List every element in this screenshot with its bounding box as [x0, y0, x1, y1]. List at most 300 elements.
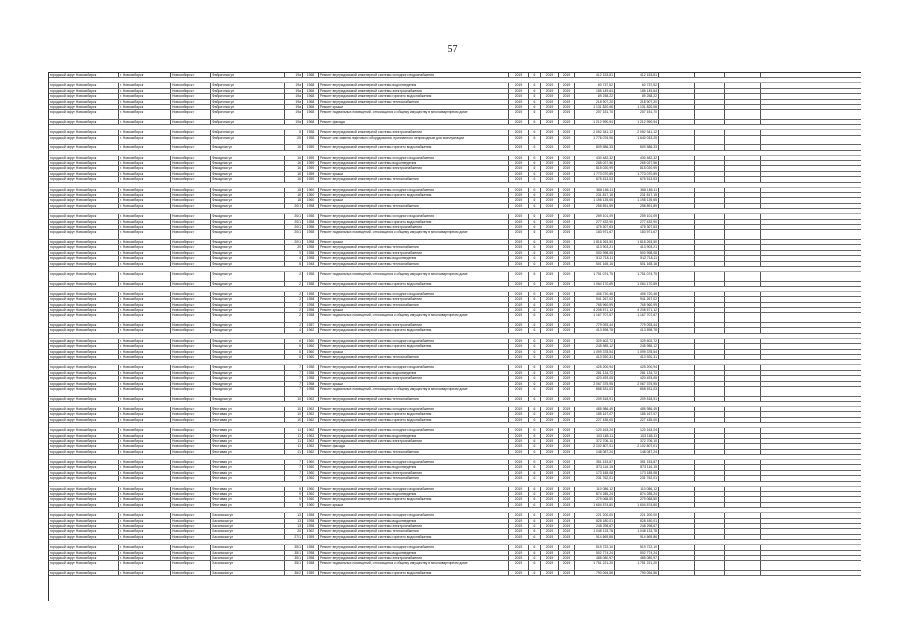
table-cell: 675 513,53: [575, 177, 615, 181]
table-cell: 2019: [559, 136, 575, 145]
table-cell: 2019: [509, 328, 529, 332]
table-cell: [695, 303, 725, 307]
table-cell: Ремонт подвальных помещений, относящихся к общему имуществу в многоквартирном доме: [319, 110, 509, 119]
table-cell: [695, 556, 725, 560]
table-cell: 1 198 139,65: [615, 198, 659, 202]
table-cell: городской округ Новосибирск: [49, 83, 119, 87]
table-cell: [725, 282, 761, 286]
table-cell: [761, 220, 861, 224]
table-cell: 2019: [509, 497, 529, 501]
table-cell: 2019: [559, 313, 575, 322]
table-cell: 2019: [541, 161, 559, 165]
table-cell: Ремонт внутридомовой инженерной системы электроснабжения: [319, 323, 509, 327]
table-cell: Ремонт внутридомовой инженерной системы электроснабжения: [319, 556, 509, 560]
table-cell: 2019: [509, 156, 529, 160]
table-cell: 1960: [303, 339, 319, 343]
table-cell: Новосибирск г: [171, 476, 211, 480]
table-cell: [725, 339, 761, 343]
table-cell: [695, 412, 725, 416]
table-cell: 874 285,24: [615, 492, 659, 496]
table-cell: городской округ Новосибирск: [49, 188, 119, 192]
table-cell: Ремонт внутридомовой инженерной системы горячего водоснабжения: [319, 282, 509, 286]
table-cell: Новосибирск г: [171, 303, 211, 307]
table-cell: 1960: [303, 350, 319, 354]
table-cell: 2019: [509, 136, 529, 145]
table-cell: [725, 272, 761, 281]
table-cell: 2019: [541, 344, 559, 348]
table-cell: 2019: [509, 350, 529, 354]
table-cell: г. Новосибирск: [119, 524, 171, 528]
table-cell: городской округ Новосибирск: [49, 492, 119, 496]
table-cell: [761, 492, 861, 496]
table-cell: г. Новосибирск: [119, 551, 171, 555]
table-cell: Ремонт внутридомовой инженерной системы горячего водоснабжения: [319, 535, 509, 539]
table-cell: Новосибирск г: [171, 297, 211, 301]
table-cell: 2019: [541, 524, 559, 528]
table-cell: [725, 344, 761, 348]
table-cell: 2019: [559, 156, 575, 160]
table-cell: Новосибирск г: [171, 172, 211, 176]
table-cell: Ремонт внутридомовой инженерной системы горячего водоснабжения: [319, 571, 509, 575]
table-cell: городской округ Новосибирск: [49, 220, 119, 224]
table-cell: 6: [529, 503, 541, 507]
table-cell: 2019: [559, 397, 575, 401]
table-cell: Новосибирск г: [171, 350, 211, 354]
table-cell: 2019: [559, 308, 575, 312]
table-cell: 6: [529, 145, 541, 149]
table-cell: 2019: [541, 292, 559, 296]
table-cell: Ремонт внутридомовой инженерной системы электроснабжения: [319, 376, 509, 380]
table-cell: Ремонт внутридомовой инженерной системы электроснабжения: [319, 439, 509, 443]
table-cell: 1962: [303, 434, 319, 438]
table-cell: 185 167,07: [615, 412, 659, 416]
table-cell: 1958: [303, 313, 319, 322]
table-cell: [725, 166, 761, 170]
table-cell: Ремонт подвальных помещений, относящихся к общему имуществу в многоквартирном доме: [319, 561, 509, 570]
table-cell: [761, 556, 861, 560]
table-cell: [695, 444, 725, 448]
table-cell: 2: [285, 303, 303, 307]
table-cell: [659, 297, 695, 301]
table-cell: 2019: [559, 94, 575, 98]
table-cell: Новосибирск г: [171, 94, 211, 98]
table-cell: Новосибирск г: [171, 444, 211, 448]
table-cell: [761, 177, 861, 181]
table-cell: Ремонт внутридомовой инженерной системы горячего водоснабжения: [319, 328, 509, 332]
table-cell: 7: [285, 376, 303, 380]
table-cell: Новосибирск г: [171, 308, 211, 312]
table-cell: 6: [529, 177, 541, 181]
table-cell: 1958: [303, 251, 319, 255]
table-cell: [695, 460, 725, 464]
table-cell: 1962: [303, 407, 319, 411]
table-cell: 19а: [285, 105, 303, 109]
table-cell: городской округ Новосибирск: [49, 262, 119, 266]
table-cell: городской округ Новосибирск: [49, 545, 119, 549]
table-cell: 2019: [509, 535, 529, 539]
table-cell: 6: [529, 450, 541, 454]
table-cell: 6: [529, 262, 541, 266]
table-cell: 2019: [559, 556, 575, 560]
table-cell: 815 020,99: [615, 166, 659, 170]
table-cell: 372 706,10: [575, 439, 615, 443]
table-cell: [695, 434, 725, 438]
table-cell: 2019: [509, 225, 529, 229]
table-cell: Новосибирск г: [171, 344, 211, 348]
table-cell: Новосибирск г: [171, 407, 211, 411]
table-cell: 2019: [509, 382, 529, 386]
table-cell: [695, 476, 725, 480]
table-cell: Новосибирск г: [171, 145, 211, 149]
table-cell: 6: [529, 83, 541, 87]
table-cell: Ремонт или замена лифтового оборудования, признанного непригодным для эксплуатации: [319, 136, 509, 145]
table-cell: Фасадная ул: [211, 230, 285, 239]
table-cell: 2 052 341,12: [615, 130, 659, 134]
table-cell: 1958: [303, 230, 319, 239]
table-cell: Фабричная ул: [211, 89, 285, 93]
table-cell: городской округ Новосибирск: [49, 193, 119, 197]
table-cell: [659, 535, 695, 539]
table-cell: городской округ Новосибирск: [49, 551, 119, 555]
table-cell: 2019: [559, 89, 575, 93]
table-cell: 7: [285, 460, 303, 464]
table-cell: [725, 303, 761, 307]
table-cell: [695, 297, 725, 301]
table-cell: Ремонт внутридомовой инженерной системы теплоснабжения: [319, 397, 509, 401]
table-cell: 2019: [559, 256, 575, 260]
table-cell: 2019: [509, 198, 529, 202]
table-cell: 1958: [303, 272, 319, 281]
table-cell: 2019: [509, 418, 529, 422]
table-cell: г. Новосибирск: [119, 439, 171, 443]
table-cell: Ремонт внутридомовой инженерной системы электроснабжения: [319, 297, 509, 301]
table-cell: 1959: [303, 161, 319, 165]
table-cell: [725, 120, 761, 124]
table-cell: городской округ Новосибирск: [49, 344, 119, 348]
table-cell: 858 531,03: [615, 387, 659, 396]
table-cell: [761, 156, 861, 160]
table-cell: Ремонт подвальных помещений, относящихся к общему имуществу в многоквартирном доме: [319, 387, 509, 396]
table-cell: [659, 198, 695, 202]
table-cell: 1958: [303, 371, 319, 375]
table-cell: 6: [529, 204, 541, 208]
table-cell: 2019: [559, 282, 575, 286]
table-cell: Фасадная ул: [211, 339, 285, 343]
table-cell: 2019: [559, 545, 575, 549]
table-cell: 2019: [541, 397, 559, 401]
table-cell: [761, 434, 861, 438]
table-cell: 2019: [509, 177, 529, 181]
table-cell: Ремонт внутридомовой инженерной системы теплоснабжения: [319, 204, 509, 208]
table-cell: [659, 130, 695, 134]
table-cell: городской округ Новосибирск: [49, 256, 119, 260]
table-cell: 265 027,56: [575, 161, 615, 165]
table-cell: 11: [285, 444, 303, 448]
table-cell: [659, 225, 695, 229]
table-cell: 2019: [541, 382, 559, 386]
table-cell: городской округ Новосибирск: [49, 407, 119, 411]
table-cell: Фасадная ул: [211, 350, 285, 354]
table-cell: 2: [285, 282, 303, 286]
table-cell: г. Новосибирск: [119, 230, 171, 239]
table-cell: 2019: [559, 513, 575, 517]
table-cell: Ремонт внутридомовой инженерной системы теплоснабжения: [319, 529, 509, 533]
table-cell: 2019: [541, 100, 559, 104]
table-cell: [725, 308, 761, 312]
table-cell: 873 116,15: [615, 465, 659, 469]
table-cell: 2019: [559, 292, 575, 296]
table-cell: 2019: [509, 344, 529, 348]
table-cell: 6: [529, 292, 541, 296]
table-cell: 2019: [541, 365, 559, 369]
table-cell: 2019: [541, 371, 559, 375]
table-cell: [725, 177, 761, 181]
table-cell: г. Новосибирск: [119, 371, 171, 375]
table-cell: 2019: [541, 220, 559, 224]
table-cell: [761, 460, 861, 464]
table-cell: г. Новосибирск: [119, 282, 171, 286]
table-cell: Хасанская ул: [211, 551, 285, 555]
table-cell: [725, 156, 761, 160]
table-cell: Ремонт внутридомовой инженерной системы теплоснабжения: [319, 450, 509, 454]
table-cell: [761, 350, 861, 354]
table-cell: [695, 73, 725, 77]
table-cell: 2019: [509, 214, 529, 218]
table-cell: Новосибирск г: [171, 328, 211, 332]
table-cell: 2: [285, 297, 303, 301]
table-cell: [725, 94, 761, 98]
table-cell: 6: [529, 471, 541, 475]
table-cell: [659, 272, 695, 281]
table-cell: городской округ Новосибирск: [49, 145, 119, 149]
table-cell: 9: [285, 492, 303, 496]
table-cell: Фестивая ул: [211, 471, 285, 475]
table-cell: 231 817,15: [575, 193, 615, 197]
table-cell: 19а: [285, 89, 303, 93]
table-cell: 13: [285, 524, 303, 528]
table-cell: 2019: [541, 503, 559, 507]
table-cell: 1 167 707,67: [575, 313, 615, 322]
table-cell: Новосибирск г: [171, 262, 211, 266]
table-cell: Фестивая ул: [211, 418, 285, 422]
table-cell: [659, 497, 695, 501]
table-cell: 6: [529, 256, 541, 260]
table-cell: г. Новосибирск: [119, 214, 171, 218]
table-cell: городской округ Новосибирск: [49, 350, 119, 354]
table-cell: 2019: [541, 282, 559, 286]
table-cell: 6: [529, 308, 541, 312]
table-cell: городской округ Новосибирск: [49, 487, 119, 491]
table-cell: 6: [529, 94, 541, 98]
table-cell: 7: [285, 371, 303, 375]
table-cell: [659, 120, 695, 124]
table-cell: Новосибирск г: [171, 524, 211, 528]
table-cell: Новосибирск г: [171, 428, 211, 432]
table-cell: 209 518,91: [615, 397, 659, 401]
table-cell: 18: [285, 188, 303, 192]
table-cell: 6: [529, 545, 541, 549]
table-cell: 1 776 076,96: [575, 136, 615, 145]
table-cell: [659, 529, 695, 533]
table-cell: 16: [285, 166, 303, 170]
table-cell: Ремонт внутридомовой инженерной системы электроснабжения: [319, 524, 509, 528]
table-cell: [659, 344, 695, 348]
table-cell: [761, 444, 861, 448]
table-cell: 248 298,67: [615, 524, 659, 528]
table-cell: 2 102 807,01: [575, 444, 615, 448]
table-cell: 2019: [559, 519, 575, 523]
table-cell: [659, 256, 695, 260]
table-cell: городской округ Новосибирск: [49, 94, 119, 98]
table-cell: 1 212 990,94: [615, 120, 659, 124]
table-cell: 2019: [541, 434, 559, 438]
table-cell: 2019: [559, 328, 575, 332]
table-cell: г. Новосибирск: [119, 519, 171, 523]
table-cell: [761, 214, 861, 218]
table-cell: Ремонт внутридомовой инженерной системы горячего водоснабжения: [319, 412, 509, 416]
table-cell: [725, 387, 761, 396]
table-cell: городской округ Новосибирск: [49, 110, 119, 119]
table-cell: 2019: [541, 245, 559, 249]
table-cell: 2019: [559, 339, 575, 343]
table-cell: 2019: [559, 120, 575, 124]
table-cell: г. Новосибирск: [119, 303, 171, 307]
table-cell: [695, 387, 725, 396]
table-cell: [761, 120, 861, 124]
table-cell: [761, 344, 861, 348]
table-cell: 1948: [303, 262, 319, 266]
table-cell: Ремонт внутридомовой инженерной системы водоотведения: [319, 161, 509, 165]
table-cell: [761, 313, 861, 322]
table-cell: [659, 308, 695, 312]
table-cell: 1958: [303, 551, 319, 555]
table-cell: 351 153,87: [575, 460, 615, 464]
table-cell: Ремонт крыши: [319, 350, 509, 354]
table-cell: г. Новосибирск: [119, 535, 171, 539]
table-cell: [761, 193, 861, 197]
table-cell: Ремонт внутридомовой инженерной системы горячего водоснабжения: [319, 497, 509, 501]
table-cell: [725, 328, 761, 332]
table-cell: 2: [285, 308, 303, 312]
table-cell: 6: [285, 350, 303, 354]
table-cell: 809 586,33: [615, 145, 659, 149]
table-cell: г. Новосибирск: [119, 497, 171, 501]
table-cell: Новосибирск г: [171, 551, 211, 555]
table-cell: 519 722,10: [615, 545, 659, 549]
table-cell: [695, 344, 725, 348]
table-cell: 1962: [303, 439, 319, 443]
table-cell: Ремонт внутридомовой инженерной системы водоотведения: [319, 256, 509, 260]
table-cell: 6: [529, 156, 541, 160]
table-cell: [695, 145, 725, 149]
table-cell: г. Новосибирск: [119, 145, 171, 149]
table-cell: [695, 282, 725, 286]
table-cell: 19а: [285, 110, 303, 119]
table-cell: [659, 571, 695, 575]
table-cell: Ремонт внутридомовой инженерной системы холодного водоснабжения: [319, 428, 509, 432]
table-cell: Ремонт подвальных помещений, относящихся к общему имуществу в многоквартирном доме: [319, 313, 509, 322]
table-cell: [695, 407, 725, 411]
table-cell: 2019: [541, 513, 559, 517]
table-cell: 11: [285, 428, 303, 432]
table-cell: 2019: [509, 439, 529, 443]
table-cell: 207 151,70: [575, 110, 615, 119]
table-cell: 2019: [559, 412, 575, 416]
table-cell: [659, 556, 695, 560]
table-cell: г. Новосибирск: [119, 428, 171, 432]
table-cell: 941 267,02: [575, 297, 615, 301]
table-cell: [659, 313, 695, 322]
table-cell: [761, 94, 861, 98]
table-cell: городской округ Новосибирск: [49, 376, 119, 380]
table-cell: [725, 100, 761, 104]
table-cell: городской округ Новосибирск: [49, 387, 119, 396]
table-cell: 2019: [509, 110, 529, 119]
table-cell: 329 602,72: [615, 339, 659, 343]
table-cell: 2019: [509, 323, 529, 327]
table-cell: 277 432,90: [575, 220, 615, 224]
table-cell: 2019: [541, 439, 559, 443]
table-cell: Ремонт внутридомовой инженерной системы холодного водоснабжения: [319, 73, 509, 77]
table-cell: 2019: [541, 172, 559, 176]
table-cell: 2019: [509, 471, 529, 475]
table-cell: 1960: [303, 355, 319, 359]
table-cell: 6: [529, 365, 541, 369]
table-cell: 2019: [509, 100, 529, 104]
table-cell: 2019: [559, 571, 575, 575]
table-cell: 2019: [509, 465, 529, 469]
table-cell: Ремонт внутридомовой инженерной системы водоотведения: [319, 371, 509, 375]
table-cell: Фасадная ул: [211, 344, 285, 348]
table-cell: [659, 339, 695, 343]
table-cell: г. Новосибирск: [119, 193, 171, 197]
table-cell: 6: [529, 444, 541, 448]
table-cell: 4: [285, 256, 303, 260]
table-cell: [761, 256, 861, 260]
table-cell: 20: [285, 245, 303, 249]
table-cell: [725, 465, 761, 469]
table-cell: 828 180,01: [615, 519, 659, 523]
table-cell: [659, 188, 695, 192]
table-cell: [761, 387, 861, 396]
table-cell: Хасанская ул: [211, 545, 285, 549]
table-cell: [761, 513, 861, 517]
table-cell: [695, 513, 725, 517]
table-cell: 2019: [559, 161, 575, 165]
table-cell: 500 998,08: [575, 251, 615, 255]
table-cell: Ремонт внутридомовой инженерной системы теплоснабжения: [319, 303, 509, 307]
table-cell: 2019: [509, 529, 529, 533]
table-cell: г. Новосибирск: [119, 387, 171, 396]
table-cell: 2019: [541, 308, 559, 312]
table-cell: [659, 136, 695, 145]
table-cell: [695, 397, 725, 401]
table-cell: 2019: [559, 177, 575, 181]
table-cell: 20/1: [285, 240, 303, 244]
table-cell: 6: [529, 382, 541, 386]
table-cell: Фасадная ул: [211, 365, 285, 369]
table-cell: 2019: [559, 83, 575, 87]
table-cell: 406 720,46: [575, 292, 615, 296]
table-cell: 19а: [285, 83, 303, 87]
table-cell: [725, 492, 761, 496]
table-cell: Фестивая ул: [211, 487, 285, 491]
table-cell: Фабричная ул: [211, 73, 285, 77]
table-cell: [659, 282, 695, 286]
table-cell: [695, 350, 725, 354]
table-cell: Фасадная ул: [211, 172, 285, 176]
table-cell: 2019: [541, 262, 559, 266]
